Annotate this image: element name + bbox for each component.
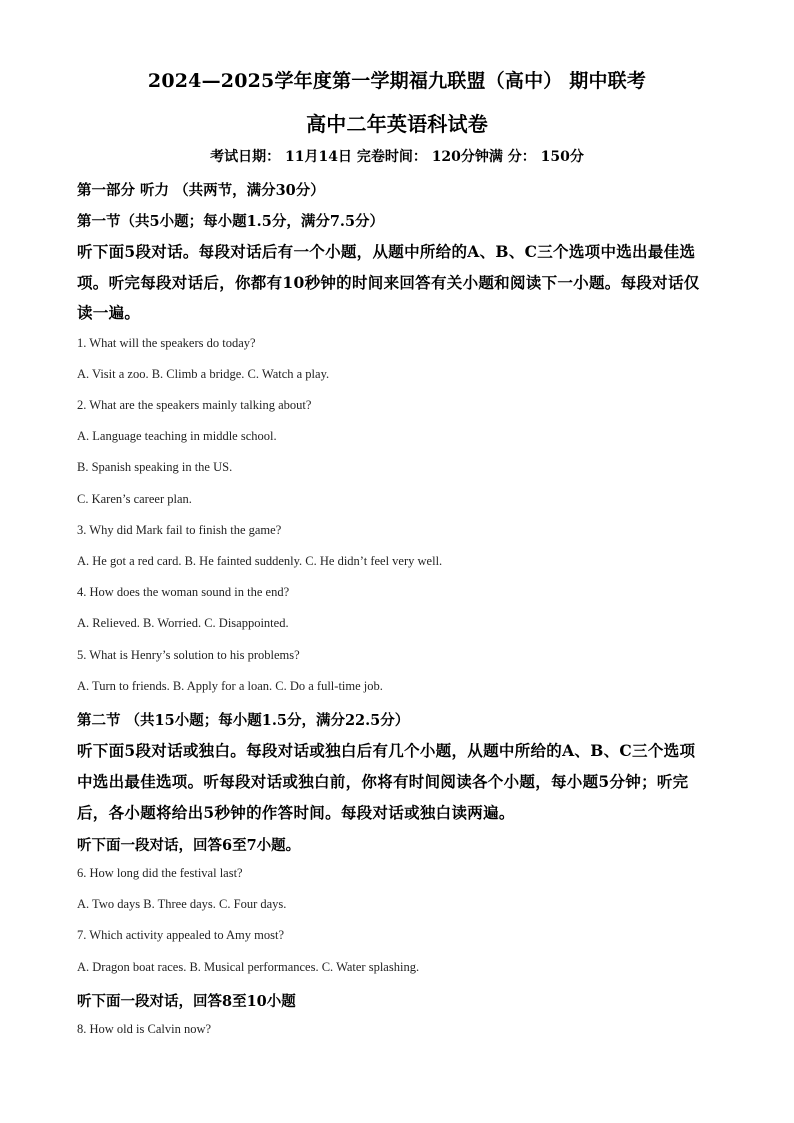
options-1: A. Visit a zoo. B. Climb a bridge. C. Watch a play. xyxy=(77,367,330,381)
options-5: A. Turn to friends. B. Apply for a loan. C. Do a full-time job. xyxy=(77,679,383,693)
section2-instruction-line: 后，各小题将给出5秒钟的作答时间。每段对话或独白读两遍。 xyxy=(77,803,515,822)
section1-instruction-line: 听下面5段对话。每段对话后有一个小题，从题中所给的A、B、C三个选项中选出最佳选 xyxy=(77,242,696,261)
section1-instruction-line: 项。听完每段对话后，你都有10秒钟的时间来回答有关小题和阅读下一小题。每段对话仅 xyxy=(77,273,700,292)
option-2b: B. Spanish speaking in the US. xyxy=(77,460,233,474)
exam-title: 2024—2025学年度第一学期福九联盟（高中） 期中联考 xyxy=(147,70,647,92)
section2-instruction-line: 中选出最佳选项。听每段对话或独白前，你将有时间阅读各个小题，每小题5分钟；听完 xyxy=(77,772,689,791)
options-6: A. Two days B. Three days. C. Four days. xyxy=(77,897,287,911)
question-1: 1. What will the speakers do today? xyxy=(77,336,256,350)
question-7: 7. Which activity appealed to Amy most? xyxy=(77,928,285,942)
dialogue-8-10-heading: 听下面一段对话，回答8至10小题 xyxy=(77,993,296,1010)
part1-heading: 第一部分 听力 （共两节，满分30分） xyxy=(77,182,325,199)
question-5: 5. What is Henry’s solution to his problems? xyxy=(77,648,300,662)
question-4: 4. How does the woman sound in the end? xyxy=(77,585,290,599)
exam-meta: 考试日期： 11月14日 完卷时间： 120分钟满 分： 150分 xyxy=(210,149,584,165)
question-6: 6. How long did the festival last? xyxy=(77,866,243,880)
question-2: 2. What are the speakers mainly talking about? xyxy=(77,398,312,412)
section1-heading: 第一节（共5小题；每小题1.5分，满分7.5分） xyxy=(77,213,385,230)
options-4: A. Relieved. B. Worried. C. Disappointed. xyxy=(77,616,289,630)
dialogue-6-7-heading: 听下面一段对话，回答6至7小题。 xyxy=(77,837,301,854)
exam-subtitle: 高中二年英语科试卷 xyxy=(306,112,488,136)
section2-heading: 第二节 （共15小题；每小题1.5分，满分22.5分） xyxy=(77,712,410,729)
options-3: A. He got a red card. B. He fainted suddenly. C. He didn’t feel very well. xyxy=(77,554,443,568)
option-2a: A. Language teaching in middle school. xyxy=(77,429,277,443)
option-2c: C. Karen’s career plan. xyxy=(77,492,192,506)
question-3: 3. Why did Mark fail to finish the game? xyxy=(77,523,282,537)
section1-instruction-line: 读一遍。 xyxy=(77,303,141,322)
options-7: A. Dragon boat races. B. Musical performances. C. Water splashing. xyxy=(77,960,420,974)
section2-instruction-line: 听下面5段对话或独白。每段对话或独白后有几个小题，从题中所给的A、B、C三个选项 xyxy=(77,741,696,760)
question-8: 8. How old is Calvin now? xyxy=(77,1022,212,1036)
